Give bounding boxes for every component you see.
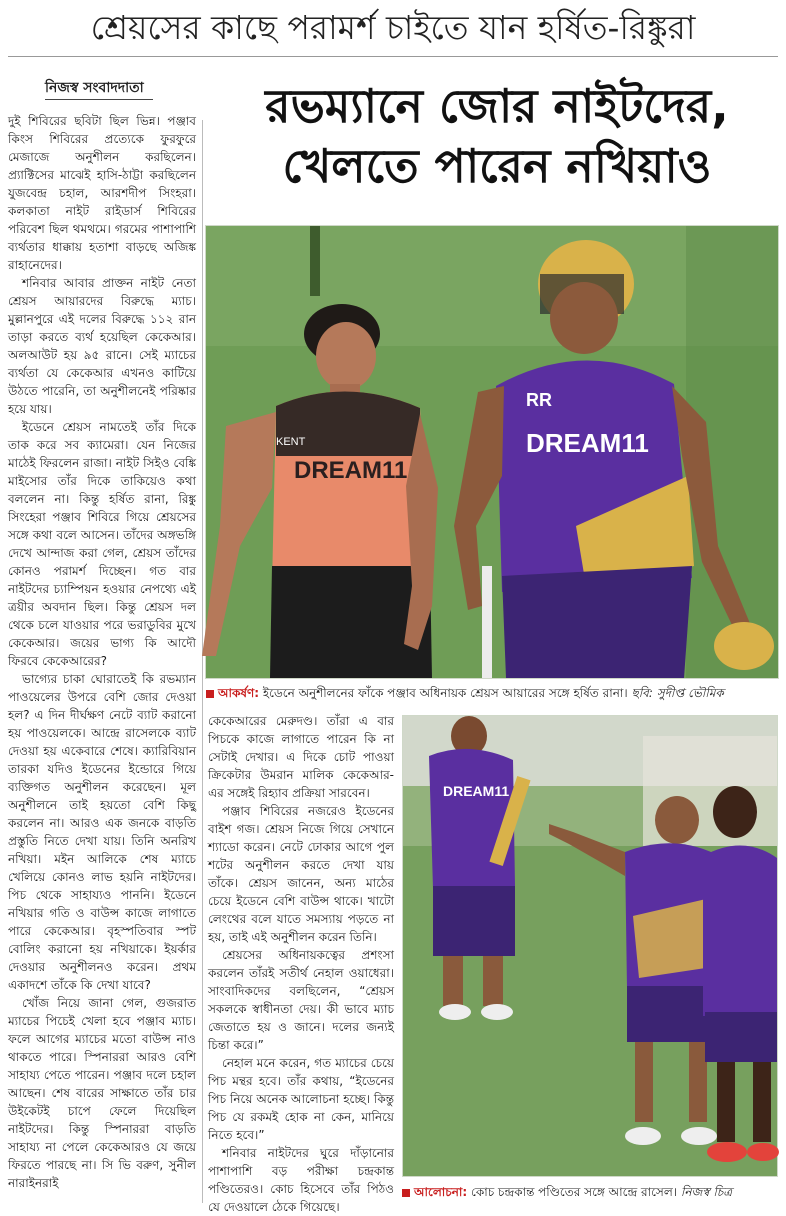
article-paragraph: শ্রেয়সের অধিনায়কত্বের প্রশংসা করলেন তাঁরই সতীর্থ নেহাল ওয়াধেরা। সাংবাদিকদের বলছিলেন, “শ্রেয়স সকলকে স্বাধীনতা দেয়। কী ভাবে ম্যাচ জেতাতে হয় ও জানে। দলের জন্যই চিন্তা করে।” <box>208 948 394 1052</box>
article-paragraph: শনিবার নাইটদের ঘুরে দাঁড়ানোর পাশাপাশি বড় পরীক্ষা চন্দ্রকান্ত পণ্ডিতেরও। কোচ হিসেবে তাঁর পিঠও যে দেওয়ালে ঠেকে গিয়েছে। <box>208 1146 394 1214</box>
article-paragraph: কেকেআরের মেরুদণ্ড। তাঁরা এ বার পিচকে কাজে লাগাতে পারেন কি না সেটাই দেখার। এ দিকে চোট পাওয়া ক্রিকেটার উমরান মালিক কেকেআর-এর সঙ্গেই রিহ্যাব প্রক্রিয়া সারবেন। <box>208 714 394 800</box>
article-paragraph: শনিবার আবার প্রাক্তন নাইট নেতা শ্রেয়স আয়ারদের বিরুদ্ধে ম্যাচ। মুল্লানপুরে এই দলের বিরুদ্ধে ১১২ রান তাড়া করতে ব্যর্থ হয়েছিল কেকেআর। অলআউট হয় ৯৫ রানে। সেই ম্যাচের ব্যর্থতা যে কেকেআর এখনও কাটিয়ে উঠতে পারেনি, তা অনুশীলনেই পরিষ্কার হয়ে যায়। <box>8 276 196 416</box>
pbks-jersey-logo: DREAM11 <box>294 457 408 484</box>
pbks-sponsor-logo: KENT <box>276 436 306 448</box>
caption-text: কোচ চন্দ্রকান্ত পণ্ডিতের সঙ্গে আন্দ্রে রাসেল। <box>467 1185 678 1199</box>
article-paragraph: ভাগ্যের চাকা ঘোরাতেই কি রভম্যান পাওয়েলের উপরে বেশি জোর দেওয়া হল? এ দিন দীর্ঘক্ষণ নেটে ব্যাট করানো হয় পাওয়েলকে। আন্দ্রে রাসেলকে ব্যাট দেওয়া হয় একেবারে শেষে। ক্যারিবিয়ান তারকা যদিও ইডেনের ইন্ডোরে গিয়ে ব্যক্তিগত অনুশীলন করেছেন। মূল অনুশীলনে তাই হয়তো বেশি কিছু করলেন না। আরও এক জনকে বাড়তি প্রস্তুতি নিতে দেখা যায়। তিনি অনরিখ নখিয়া। মইন আলিকে শেষ ম্যাচে খেলিয়ে কোনও লাভ হয়নি নাইটদের। পিচ থেকে সাহায্যও পাননি। ইডেনে নখিয়ার গতি ও বাউন্স কাজে লাগাতে পারে কেকেআর। বৃহস্পতিবার স্পট বোলিং করানো হয় নখিয়াকে। ইয়র্কার দেওয়ার অনুশীলনও করেন। প্রথম একাদশে তাঁকে কি দেখা যাবে? <box>8 672 196 992</box>
article-column-2 <box>208 712 394 1214</box>
caption-bullet-icon <box>206 690 214 698</box>
article-paragraph: ইডেনে শ্রেয়স নামতেই তাঁর দিকে তাক করে সব ক্যামেরা। যেন নিজের মাঠেই ফিরলেন রাজা। নাইট সিইও বেঙ্কি মাইসোর তাঁর দিকে তাকিয়েও কথা বললেন না। কিন্তু হর্ষিত রানা, রিঙ্কু সিংহেরা পঞ্জাব শিবিরে গিয়ে শ্রেয়সের সঙ্গে কথা বলে আসেন। তাঁদের অঙ্গভঙ্গি দেখে আন্দাজ করা গেল, শ্রেয়স তাঁদের কোনও পরামর্শ দিচ্ছেন। গত বার নাইটদের চ্যাম্পিয়ন হওয়ার নেপথ্যে এই ত্রয়ীর অবদান ছিল। কিন্তু শ্রেয়স দল থেকে চলে যাওয়ার পরে ভরাডুবির মুখে কেকেআর। জয়ের ভাগ্য কি আদৌ ফিরবে কেকেআরের? <box>8 420 196 668</box>
byline: নিজস্ব সংবাদদাতা <box>45 80 144 96</box>
photo-credit: ছবি: সুদীপ্ত ভৌমিক <box>627 686 724 700</box>
byline-rule <box>45 99 153 100</box>
article-paragraph: পঞ্জাব শিবিরের নজরেও ইডেনের বাইশ গজ। শ্রেয়স নিজে গিয়ে সেখানে শ্যাডো করেন। নেটে ঢোকার আগে পুল শটের অনুশীলন করতে দেখা যায় তাঁকে। শ্রেয়স জানেন, অন্য মাঠের চেয়ে ইডেনে বেশি বাউন্স থাকে। খাটো লেংথের বলে যাতে সমস্যায় পড়তে না হয়, তাই এই অনুশীলন করেন তিনি। <box>208 804 394 944</box>
photo-illustration <box>403 716 777 1176</box>
photo-caption-1 <box>206 685 724 701</box>
article-column-1 <box>8 112 196 1202</box>
photo-pandit-russell <box>402 715 778 1177</box>
column-divider <box>202 120 203 1203</box>
top-headline: শ্রেয়সের কাছে পরামর্শ চাইতে যান হর্ষিত-রিঙ্কুরা <box>90 8 696 47</box>
article-paragraph: খোঁজ নিয়ে জানা গেল, গুজরাত ম্যাচের পিচেই খেলা হবে পঞ্জাব ম্যাচ। ফলে আগের ম্যাচের মতো বাউন্স নাও থাকতে পারে। স্পিনাররা আরও বেশি সাহায্য পেতে পারেন। পঞ্জাব দলে চহাল আছেন। শেষ বারের সাক্ষাতে তাঁর চার উইকেটই চাপে ফেলে দিয়েছিল নাইটদের। কিন্তু স্পিনাররা বাড়তি সাহায্য না পেলে কেকেআরও যে জয়ে ফিরতে পারছে না। সি ভি বরুণ, সুনীল নারাইনরাই <box>8 996 196 1190</box>
main-headline-line1: রভম্যানে জোর নাইটদের, <box>265 79 729 133</box>
main-headline <box>208 76 786 196</box>
kkr-sponsor-logo: RR <box>526 390 552 410</box>
caption-label: আলোচনা: <box>414 1185 468 1199</box>
photo-caption-2 <box>402 1184 732 1200</box>
jersey-logo: DREAM11 <box>443 783 510 799</box>
caption-text: ইডেনে অনুশীলনের ফাঁকে পঞ্জাব অধিনায়ক শ্রেয়স আয়ারের সঙ্গে হর্ষিত রানা। <box>259 686 628 700</box>
photo-credit: নিজস্ব চিত্র <box>677 1185 733 1199</box>
article-paragraph: দুই শিবিরের ছবিটা ছিল ভিন্ন। পঞ্জাব কিংস শিবিরের প্রত্যেকে ফুরফুরে মেজাজে অনুশীলন করছিলেন। প্র্যাক্টিসের মাঝেই হাসি-ঠাট্টা করছিলেন যুজবেন্দ্র চহাল, আরশদীপ সিংহরা। কলকাতা নাইট রাইডার্স শিবিরের পরিবেশ ছিল থমথমে। গরমের পাশাপাশি ব্যর্থতার ধাক্কায় হতাশা বাড়ছে অজিঙ্ক রাহানেদের। <box>8 114 196 272</box>
caption-label: আকর্ষণ: <box>218 686 260 700</box>
kkr-jersey-logo: DREAM11 <box>526 428 649 458</box>
main-headline-line2: খেলতে পারেন নখিয়াও <box>282 139 712 193</box>
photo-illustration <box>206 226 778 678</box>
top-rule <box>8 56 778 57</box>
caption-bullet-icon <box>402 1189 410 1197</box>
article-paragraph: নেহাল মনে করেন, গত ম্যাচের চেয়ে পিচ মন্থর হবে। তাঁর কথায়, “ইডেনের পিচ নিয়ে অনেক আলোচনা হচ্ছে। কিন্তু পিচ যে রকমই হোক না কেন, মানিয়ে নিতে হবে।” <box>208 1056 394 1142</box>
photo-shreyas-harshit <box>205 225 779 679</box>
